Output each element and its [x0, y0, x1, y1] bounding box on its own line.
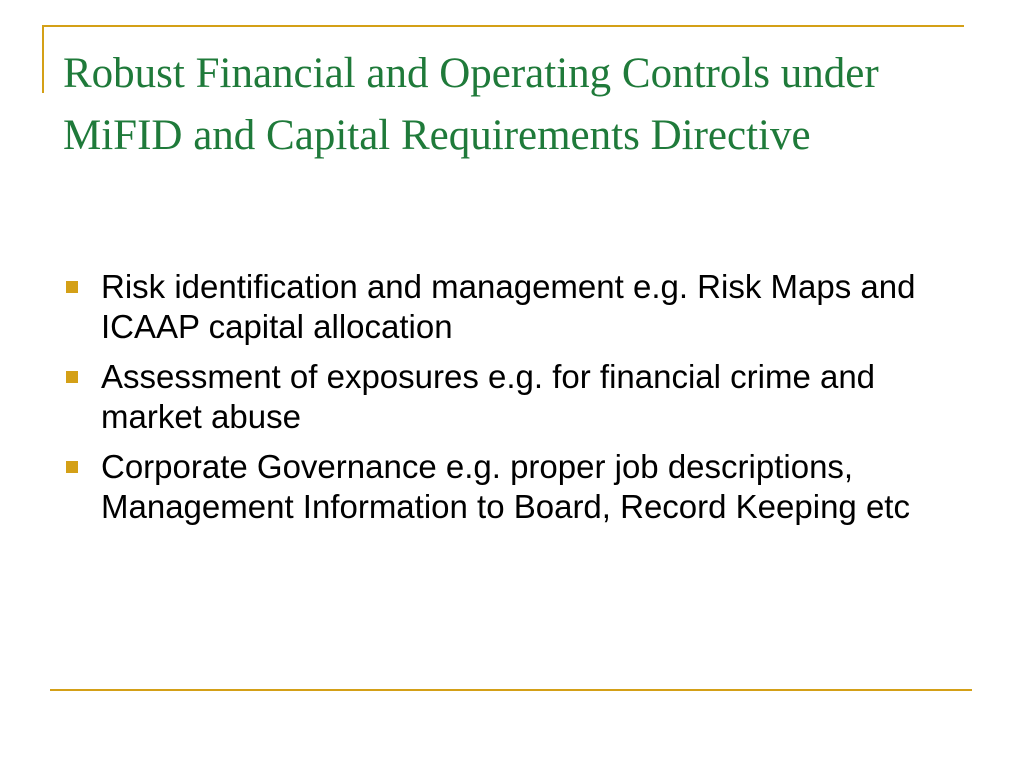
bullet-text: Assessment of exposures e.g. for financial crime and market abuse: [101, 358, 876, 435]
bullet-item: [63, 447, 963, 527]
left-rule: [42, 25, 44, 93]
bullet-text: Risk identification and management e.g. Risk Maps and ICAAP capital allocation: [101, 268, 916, 345]
bullet-item: [63, 357, 963, 437]
square-bullet-icon: [66, 461, 78, 473]
bottom-rule: [50, 689, 972, 691]
bullet-text: Corporate Governance e.g. proper job descriptions, Management Information to Board, Record Keeping etc: [101, 448, 910, 525]
square-bullet-icon: [66, 371, 78, 383]
slide-title: Robust Financial and Operating Controls under MiFID and Capital Requirements Directive: [63, 50, 879, 159]
top-rule: [42, 25, 964, 27]
bullet-list: [63, 267, 963, 537]
bullet-item: [63, 267, 963, 347]
square-bullet-icon: [66, 281, 78, 293]
